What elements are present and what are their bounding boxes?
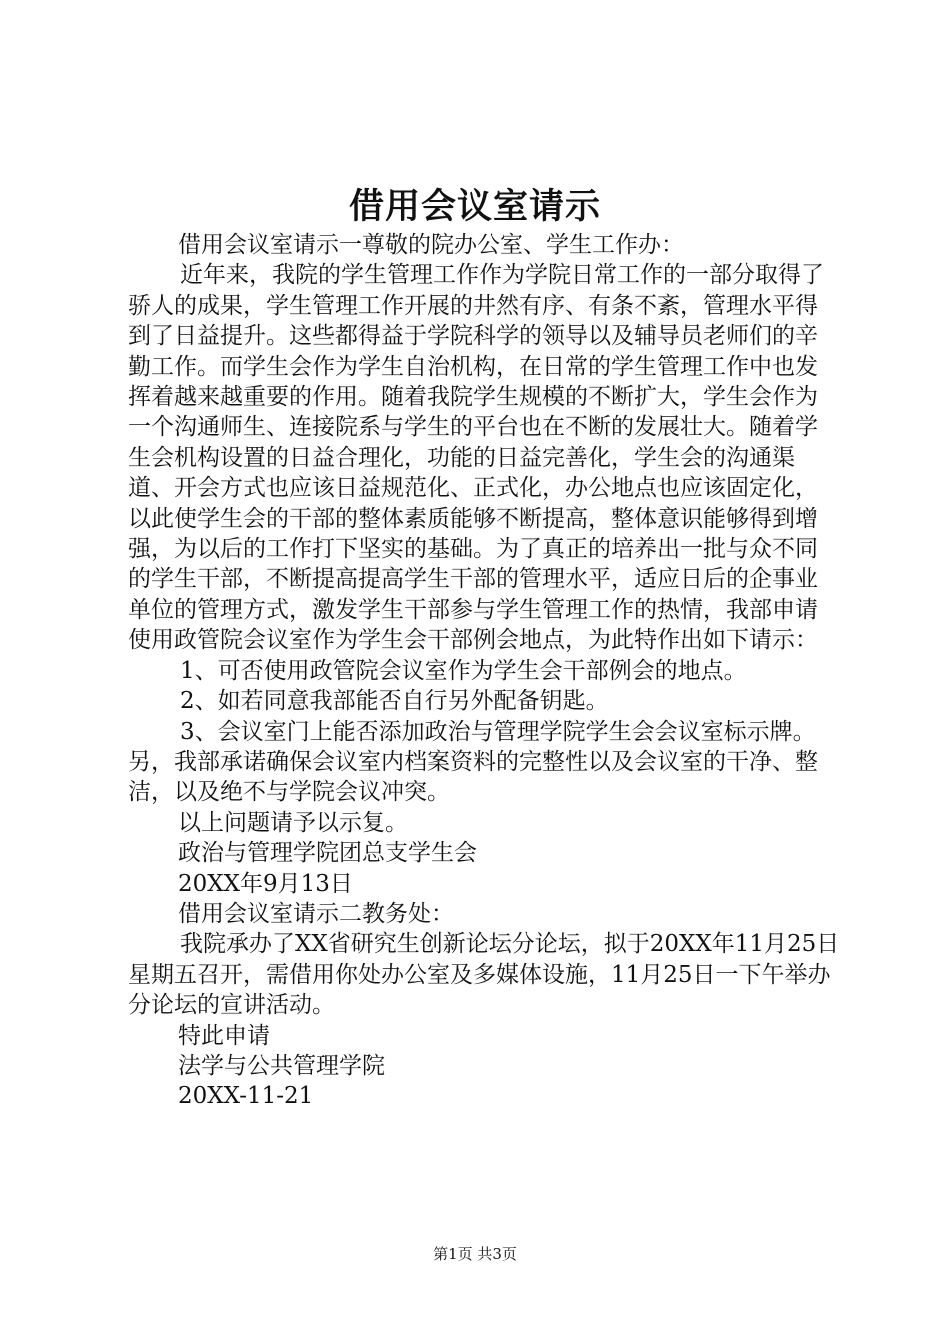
document-body (128, 230, 840, 1112)
document-title: 借用会议室请示 (348, 186, 601, 227)
signature-org: 政治与管理学院团总支学生会 (178, 840, 477, 867)
second-body-paragraph: 我院承办了XX省研究生创新论坛分论坛，拟于20XX年11月25日星期五召开，需借用你处办公室及多媒体设施，11月25日一下午举办分论坛的宣讲活动。 (128, 931, 840, 1019)
request-item-2: 2、如若同意我部能否自行另外配备钥匙。 (180, 688, 609, 715)
body-paragraph: 近年来，我院的学生管理工作作为学院日常工作的一部分取得了骄人的成果，学生管理工作开展的井然有序、有条不紊，管理水平得到了日益提升。这些都得益于学院科学的领导以及辅导员老师们的辛勤工作。而学生会作为学生自治机构，在日常的学生管理工作中也发挥着越来越重要的作用。随着我院学生规模的不断扩大，学生会作为一个沟通师生、连接院系与学生的平台也在不断的发展壮大。随着学生会机构设置的日益合理化，功能的日益完善化，学生会的沟通渠道、开会方式也应该日益规范化、正式化，办公地点也应该固定化，以此使学生会的干部的整体素质能够不断提高，整体意识能够得到增强，为以后的工作打下坚实的基础。为了真正的培养出一批与众不同的学生干部，不断提高提高学生干部的管理水平，适应日后的企事业单位的管理方式，激发学生干部参与学生管理工作的热情，我部申请使用政管院会议室作为学生会干部例会地点，为此特作出如下请示： (128, 262, 824, 654)
salutation-paragraph: 借用会议室请示一尊敬的院办公室、学生工作办： (178, 232, 684, 258)
request-item-1: 1、可否使用政管院会议室作为学生会干部例会的地点。 (180, 657, 747, 684)
signature-date: 20XX年9月13日 (178, 870, 353, 897)
closing-line: 以上问题请予以示复。 (178, 809, 408, 836)
second-signature-date: 20XX-11-21 (178, 1083, 314, 1110)
second-signature-org: 法学与公共管理学院 (178, 1052, 385, 1079)
second-salutation: 借用会议室请示二教务处： (178, 900, 454, 927)
page-footer: 第1页 共3页 (433, 1245, 517, 1263)
second-closing-line: 特此申请 (178, 1022, 270, 1049)
request-item-3: 3、会议室门上能否添加政治与管理学院学生会会议室标示牌。另，我部承诺确保会议室内档案资料的完整性以及会议室的干净、整洁，以及绝不与学院会议冲突。 (128, 718, 818, 806)
